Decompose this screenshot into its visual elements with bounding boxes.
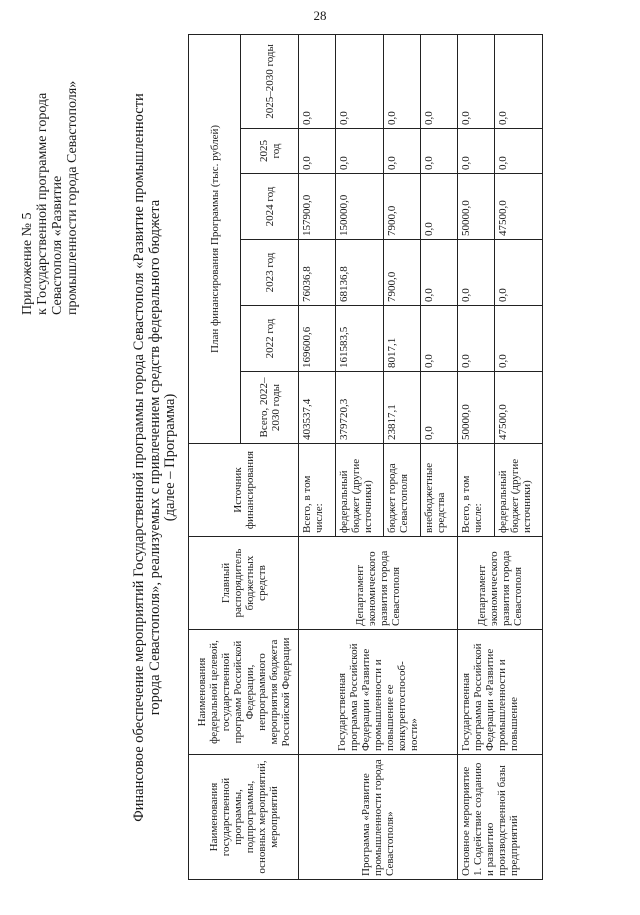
rotated-page-content	[20, 30, 620, 885]
value-2025-cell: 0,0	[421, 129, 458, 174]
source-cell: внебюджетные средства	[421, 444, 458, 537]
value-2023-cell: 0,0	[421, 240, 458, 306]
header-funding-source: Источник финансирования	[189, 444, 299, 537]
value-2025-2030-cell: 0,0	[336, 34, 384, 128]
header-financing-plan: План финансирования Программы (тыс. рублей)	[189, 34, 241, 443]
table-row	[458, 34, 495, 879]
value-2025-2030-cell: 0,0	[299, 34, 336, 128]
value-2025-cell: 0,0	[336, 129, 384, 174]
value-2025-cell: 0,0	[299, 129, 336, 174]
federal-program-cell: Государственная программа Российской Федерации «Развитие промышленности и повышение	[458, 630, 543, 755]
header-year-2023: 2023 год	[241, 240, 299, 306]
source-cell: федеральный бюджет (другие источники)	[336, 444, 384, 537]
activity-name-cell: Основное мероприятие 1. Содействие созданию и развитию производственной базы предприятий	[458, 755, 543, 880]
value-2023-cell: 0,0	[458, 240, 495, 306]
program-name-cell: Программа «Развитие промышленности города Севастополя»	[299, 755, 458, 880]
value-2024-cell: 150000,0	[336, 174, 384, 240]
value-total-cell: 0,0	[421, 372, 458, 444]
appendix-line: промышленности города Севастополя»	[65, 80, 80, 315]
value-2024-cell: 157900,0	[299, 174, 336, 240]
budget-manager-cell: Департамент экономического развития города Севастополя	[299, 537, 458, 630]
value-total-cell: 50000,0	[458, 372, 495, 444]
value-2022-cell: 0,0	[421, 306, 458, 372]
value-2025-cell: 0,0	[458, 129, 495, 174]
value-2022-cell: 0,0	[458, 306, 495, 372]
value-2023-cell: 68136,8	[336, 240, 384, 306]
value-2024-cell: 7900,0	[384, 174, 421, 240]
value-2024-cell: 47500,0	[495, 174, 543, 240]
value-2024-cell: 50000,0	[458, 174, 495, 240]
header-year-2025: 2025 год	[241, 129, 299, 174]
value-2025-2030-cell: 0,0	[384, 34, 421, 128]
heading-line: Финансовое обеспечение мероприятий Государственной программы города Севастополя «Развитие промышленности	[131, 93, 147, 822]
value-2025-cell: 0,0	[384, 129, 421, 174]
header-year-2024: 2024 год	[241, 174, 299, 240]
source-cell: федеральный бюджет (другие источники)	[495, 444, 543, 537]
source-cell: Всего, в том числе:	[299, 444, 336, 537]
heading-line: (далее – Программа)	[162, 393, 178, 522]
table-row	[299, 34, 336, 879]
header-budget-manager: Главный распорядитель бюджетных средств	[189, 537, 299, 630]
appendix-block	[20, 45, 80, 315]
value-2022-cell: 0,0	[495, 306, 543, 372]
heading-line: города Севастополя», реализуемых с привлечением средств федерального бюджета	[146, 199, 163, 716]
value-total-cell: 47500,0	[495, 372, 543, 444]
appendix-line: Севастополя «Развитие	[50, 175, 65, 315]
budget-manager-cell: Департамент экономического развития города Севастополя	[458, 537, 543, 630]
header-federal-program: Наименования федеральной целевой, государственной программ Российской Федерации, непрограммного мероприятия бюджета Российской Федерации	[189, 630, 299, 755]
value-total-cell: 403537,4	[299, 372, 336, 444]
financing-table	[188, 34, 543, 880]
value-2022-cell: 169600,6	[299, 306, 336, 372]
value-total-cell: 379720,3	[336, 372, 384, 444]
value-2025-2030-cell: 0,0	[421, 34, 458, 128]
value-2023-cell: 0,0	[495, 240, 543, 306]
document-heading	[132, 30, 179, 885]
value-2022-cell: 161583,5	[336, 306, 384, 372]
value-2025-2030-cell: 0,0	[495, 34, 543, 128]
header-year-2022: 2022 год	[241, 306, 299, 372]
value-2025-cell: 0,0	[495, 129, 543, 174]
value-2024-cell: 0,0	[421, 174, 458, 240]
federal-program-cell: Государственная программа Российской Федерации «Развитие промышленности и повышение ее конкурентоспособ-ности»	[299, 630, 458, 755]
appendix-line: к Государственной программе города	[35, 92, 50, 315]
value-2025-2030-cell: 0,0	[458, 34, 495, 128]
header-total: Всего, 2022–2030 годы	[241, 372, 299, 444]
value-total-cell: 23817,1	[384, 372, 421, 444]
page-number: 28	[313, 8, 327, 23]
value-2023-cell: 7900,0	[384, 240, 421, 306]
value-2022-cell: 8017,1	[384, 306, 421, 372]
source-cell: бюджет города Севастополя	[384, 444, 421, 537]
value-2023-cell: 76036,8	[299, 240, 336, 306]
header-years-2025-2030: 2025–2030 годы	[241, 34, 299, 128]
appendix-line: Приложение № 5	[20, 212, 35, 315]
source-cell: Всего, в том числе:	[458, 444, 495, 537]
header-name: Наименования государственной программы, подпрограммы, основных мероприятий, мероприятий	[189, 755, 299, 880]
